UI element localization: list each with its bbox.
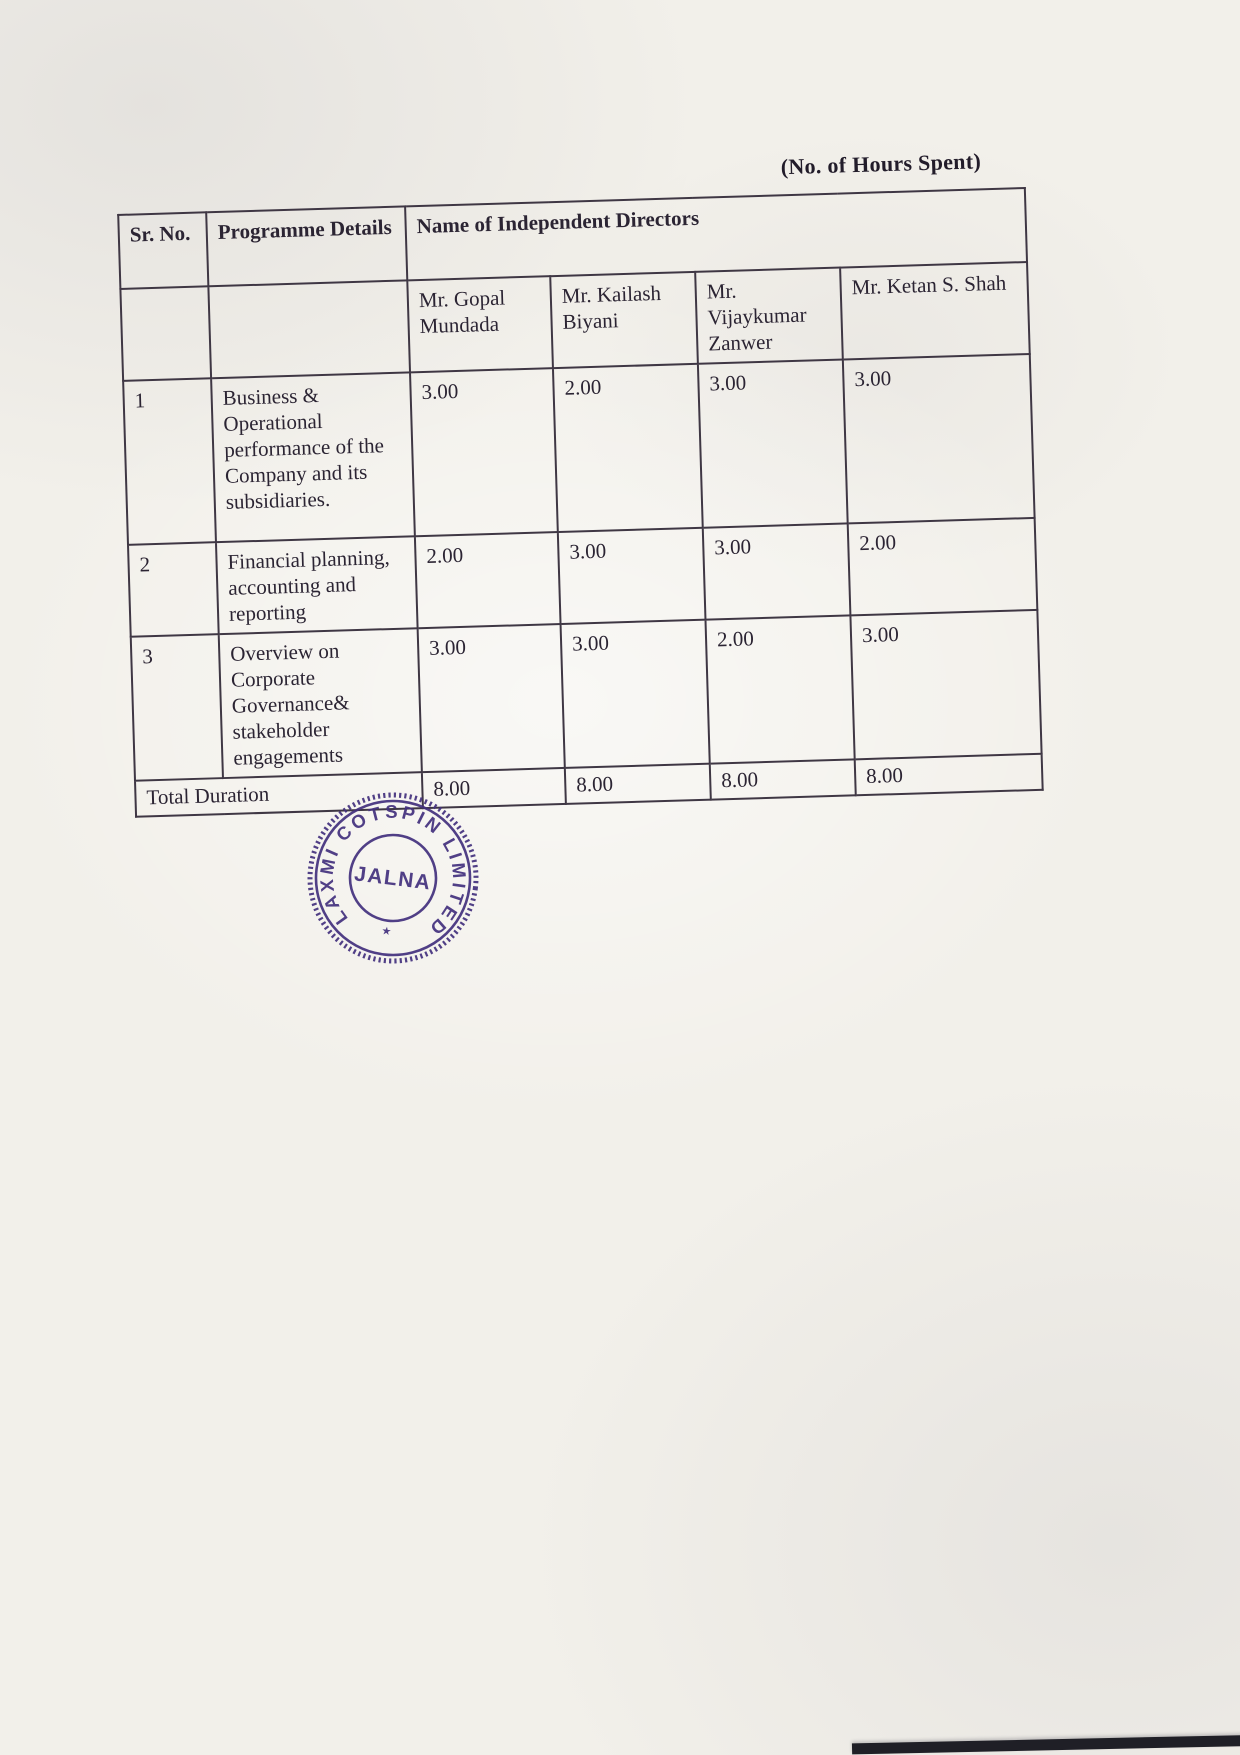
header-empty-programme [208, 280, 410, 378]
cell-hours: 3.00 [418, 624, 565, 772]
header-directors-group: Name of Independent Directors [405, 188, 1027, 280]
cell-programme: Business & Operational performance of the Company and its subsidiaries. [211, 372, 415, 542]
company-stamp [293, 778, 494, 979]
cell-hours: 2.00 [415, 532, 561, 628]
stamp-star-icon: ★ [380, 925, 393, 939]
cell-hours: 3.00 [703, 524, 851, 620]
cell-hours: 3.00 [558, 528, 706, 624]
cell-programme: Financial planning, accounting and reporting [216, 536, 418, 634]
total-hours: 8.00 [855, 754, 1043, 796]
table-row [123, 354, 1034, 545]
stamp-center-text: JALNA [353, 862, 433, 895]
document-content [116, 147, 1042, 818]
cell-sr: 1 [123, 378, 216, 545]
total-hours: 8.00 [565, 764, 711, 804]
cell-hours: 3.00 [410, 368, 558, 536]
hours-spent-caption: (No. of Hours Spent) [780, 148, 982, 180]
cell-hours: 3.00 [850, 610, 1041, 760]
total-hours: 8.00 [422, 768, 566, 808]
table-row [131, 610, 1042, 781]
cell-hours: 2.00 [848, 518, 1038, 616]
header-empty-sr [120, 286, 211, 381]
cell-hours: 3.00 [698, 360, 848, 528]
header-director-ketan-shah: Mr. Ketan S. Shah [840, 262, 1030, 360]
header-programme-details: Programme Details [206, 206, 407, 286]
header-director-vijaykumar-zanwer: Mr. Vijaykumar Zanwer [695, 268, 843, 364]
cell-hours: 3.00 [561, 620, 710, 768]
stamp-ring-text: LAXMI COTSPIN LIMITED [315, 801, 471, 942]
total-hours: 8.00 [710, 760, 856, 800]
total-label: Total Duration [135, 773, 423, 817]
header-sr-no: Sr. No. [118, 212, 208, 289]
hours-table [117, 187, 1044, 818]
cell-hours: 2.00 [553, 364, 703, 532]
header-director-kailash-biyani: Mr. Kailash Biyani [550, 272, 698, 368]
scanner-edge-artifact [852, 1735, 1240, 1755]
cell-programme: Overview on Corporate Governance& stakeholder engagements [219, 628, 422, 778]
cell-sr: 3 [131, 634, 223, 781]
header-director-gopal-mundada: Mr. Gopal Mundada [407, 276, 553, 372]
cell-sr: 2 [128, 542, 219, 637]
cell-hours: 3.00 [843, 354, 1035, 523]
cell-hours: 2.00 [705, 616, 854, 764]
